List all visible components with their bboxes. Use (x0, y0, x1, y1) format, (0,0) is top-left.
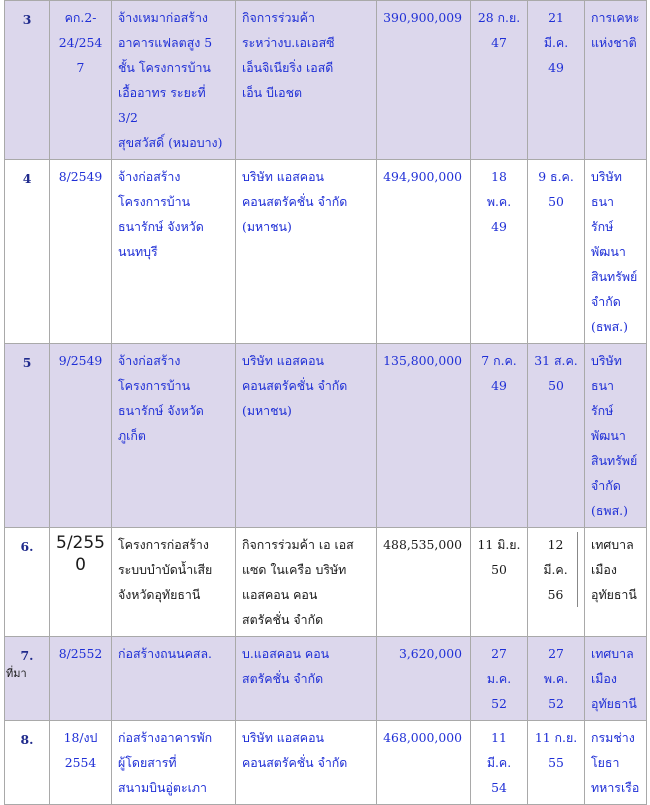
contractor-name: บริษัท แอสคอน คอนสตรัคชั่น จำกัด (มหาชน) (236, 160, 377, 344)
row-number: 6. (5, 528, 50, 637)
end-date: 9 ธ.ค. 50 (528, 160, 585, 344)
contractor-name: บริษัท แอสคอน คอนสตรัคชั่น จำกัด (มหาชน) (236, 344, 377, 528)
row-number: 8. (5, 721, 50, 805)
contract-code: 8/2552 (50, 637, 112, 721)
start-date: 27 ม.ค. 52 (471, 637, 528, 721)
contractor-name: บ.แอสคอน คอน สตรัคชั่น จำกัด (236, 637, 377, 721)
project-name: ก่อสร้างอาคารพัก ผู้โดยสารที่ สนามบินอู่ตะเภา (112, 721, 236, 805)
contract-code: 8/2549 (50, 160, 112, 344)
end-date: 27 พ.ค. 52 (528, 637, 585, 721)
contracts-table (4, 0, 647, 805)
project-owner: การเคหะ แห่งชาติ (585, 1, 647, 160)
contract-amount: 494,900,000 (377, 160, 471, 344)
row-number: 5 (5, 344, 50, 528)
contract-amount: 3,620,000 (377, 637, 471, 721)
table-row (5, 637, 647, 721)
contract-code: คก.2- 24/2547 (50, 1, 112, 160)
table-row (5, 1, 647, 160)
row-number: 4 (5, 160, 50, 344)
project-name: จ้างก่อสร้าง โครงการบ้าน ธนารักษ์ จังหวัด ภูเก็ต (112, 344, 236, 528)
table-row (5, 160, 647, 344)
row-number: 7. (5, 637, 50, 721)
contract-code: 5/255 0 (50, 528, 112, 637)
project-owner: บริษัท ธนา รักษ์พัฒนา สินทรัพย์ จำกัด (ธพส.) (585, 344, 647, 528)
contract-code: 9/2549 (50, 344, 112, 528)
contractor-name: บริษัท แอสคอน คอนสตรัคชั่น จำกัด (236, 721, 377, 805)
project-owner: เทศบาล เมือง อุทัยธานี (585, 637, 647, 721)
table-row (5, 721, 647, 805)
table-row (5, 344, 647, 528)
contract-amount: 488,535,000 (377, 528, 471, 637)
start-date: 18 พ.ค. 49 (471, 160, 528, 344)
start-date: 11 มิ.ย. 50 (471, 528, 528, 637)
end-date: 31 ส.ค. 50 (528, 344, 585, 528)
project-owner: กรมช่าง โยธา ทหารเรือ (585, 721, 647, 805)
end-date: 12 มี.ค. 56 (528, 528, 585, 637)
end-date: 21 มี.ค. 49 (528, 1, 585, 160)
start-date: 28 ก.ย. 47 (471, 1, 528, 160)
row-number: 3 (5, 1, 50, 160)
contractor-name: กิจการร่วมค้า ระหว่างบ.เอเอสซี เอ็นจิเนียริ่ง เอสดี เอ็น บีเอชต (236, 1, 377, 160)
contract-amount: 390,900,009 (377, 1, 471, 160)
project-owner: บริษัท ธนา รักษ์พัฒนา สินทรัพย์ จำกัด (ธพส.) (585, 160, 647, 344)
table-row (5, 528, 647, 637)
source-note: ที่มา (6, 667, 27, 680)
project-name: จ้างก่อสร้าง โครงการบ้าน ธนารักษ์ จังหวัด นนทบุรี (112, 160, 236, 344)
project-name: จ้างเหมาก่อสร้าง อาคารแฟลตสูง 5 ชั้น โครงการบ้าน เอื้ออาทร ระยะที่ 3/2 สุขสวัสดิ์ (หมอบาง) (112, 1, 236, 160)
project-name: โครงการก่อสร้าง ระบบบำบัดน้ำเสีย จังหวัดอุทัยธานี (112, 528, 236, 637)
project-name: ก่อสร้างถนนคสล. (112, 637, 236, 721)
contract-amount: 135,800,000 (377, 344, 471, 528)
end-date: 11 ก.ย. 55 (528, 721, 585, 805)
contract-code: 18/งป 2554 (50, 721, 112, 805)
contract-amount: 468,000,000 (377, 721, 471, 805)
start-date: 11 มี.ค. 54 (471, 721, 528, 805)
project-owner: เทศบาล เมือง อุทัยธานี (585, 528, 647, 637)
start-date: 7 ก.ค. 49 (471, 344, 528, 528)
contractor-name: กิจการร่วมค้า เอ เอส แซด ในเครือ บริษัท แอสคอน คอน สตรัคชั่น จำกัด (236, 528, 377, 637)
